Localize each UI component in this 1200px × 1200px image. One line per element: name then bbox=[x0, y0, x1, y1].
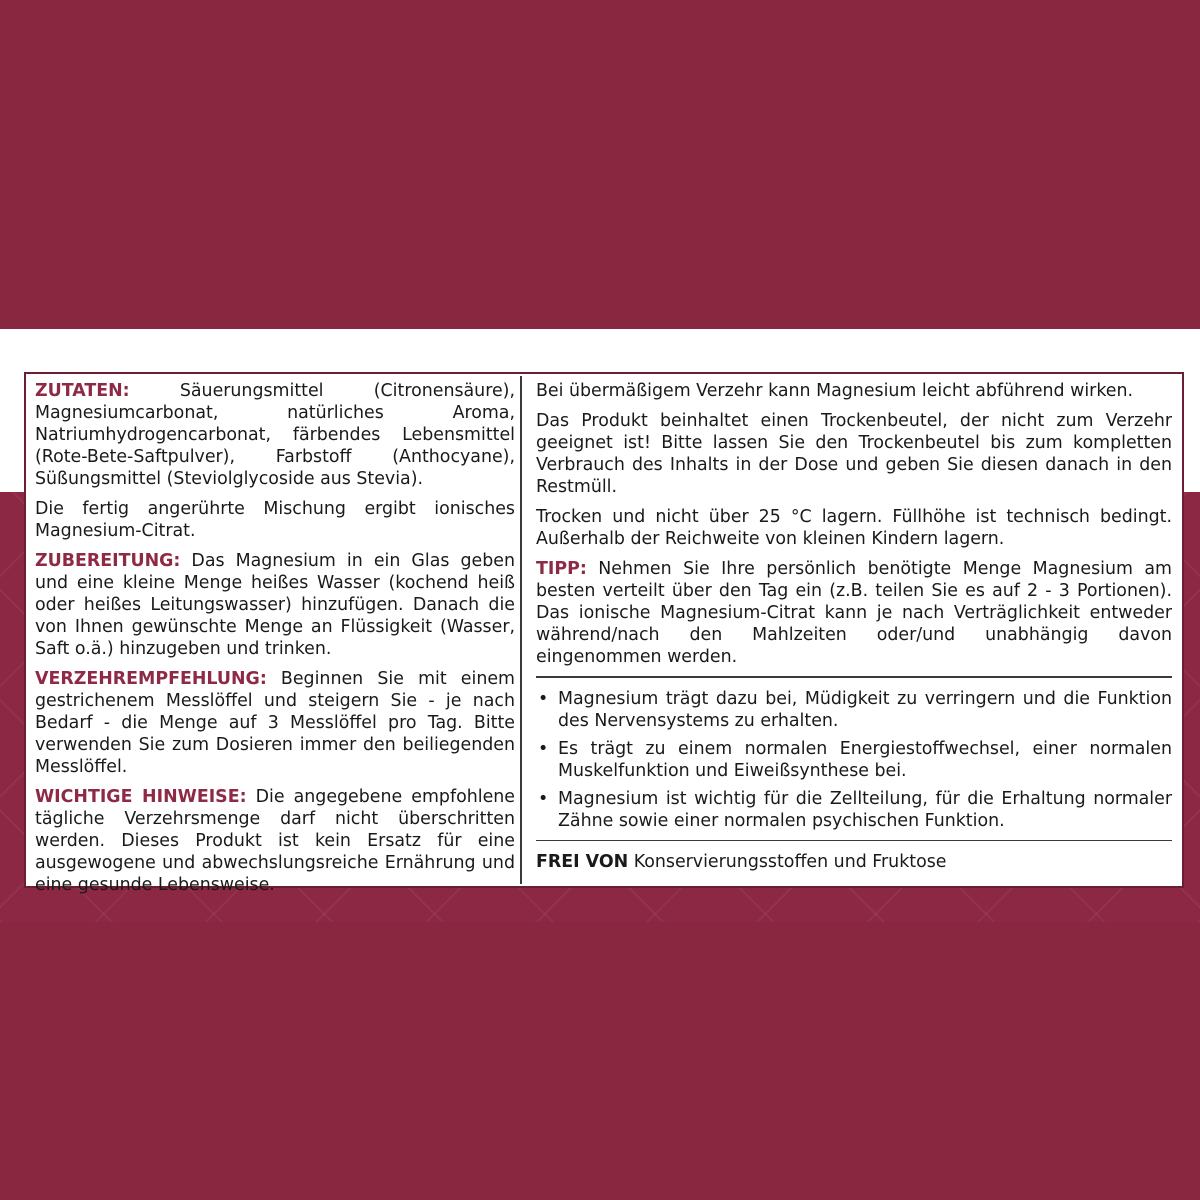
preparation-text: Das Magnesium in ein Glas geben und eine kleine Menge heißes Wasser (kochend heiß oder heißes Leitungswasser) hinzufügen. Danach die von Ihnen gewünschte Menge an Flüssigkeit (Wasser, Saft o.ä.) hinzugeben und trinken. bbox=[35, 551, 515, 659]
storage-note: Trocken und nicht über 25 °C lagern. Füllhöhe ist technisch bedingt. Außerhalb der Reichweite von kleinen Kindern lagern. bbox=[536, 507, 1172, 549]
preparation-heading: ZUBEREITUNG: bbox=[35, 551, 181, 571]
free-from-text: Konservierungsstoffen und Fruktose bbox=[628, 852, 947, 872]
bottom-color-band bbox=[0, 922, 1200, 1200]
ingredients-heading: ZUTATEN: bbox=[35, 381, 130, 401]
claim-text: Magnesium trägt dazu bei, Müdigkeit zu verringern und die Funktion des Nervensystems zu erhalten. bbox=[558, 688, 1172, 731]
claim-text: Magnesium ist wichtig für die Zellteilung, für die Erhaltung normaler Zähne sowie einer normalen psychischen Funktion. bbox=[558, 788, 1172, 831]
top-color-band bbox=[0, 0, 1200, 329]
right-column bbox=[536, 380, 1172, 881]
desiccant-note: Das Produkt beinhaltet einen Trockenbeutel, der nicht zum Verzehr geeignet ist! Bitte lassen Sie den Trockenbeutel bis zum kompletten Verbrauch des Inhalts in der Dose und geben Sie diesen danach in den Restmüll. bbox=[536, 411, 1172, 497]
separator-line bbox=[536, 676, 1172, 678]
free-from-line bbox=[536, 851, 1172, 873]
product-label bbox=[24, 372, 1184, 895]
separator-line bbox=[536, 840, 1172, 842]
list-item bbox=[536, 788, 1172, 832]
claim-text: Es trägt zu einem normalen Energiestoffwechsel, einer normalen Muskelfunktion und Eiweißsynthese bei. bbox=[558, 738, 1172, 781]
bullet-icon: • bbox=[538, 788, 549, 809]
free-from-heading: FREI VON bbox=[536, 852, 629, 872]
left-column bbox=[35, 380, 515, 904]
list-item bbox=[536, 688, 1172, 732]
bullet-icon: • bbox=[538, 738, 549, 759]
tip-text: Nehmen Sie Ihre persönlich benötigte Menge Magnesium am besten verteilt über den Tag ein (z.B. teilen Sie es auf 2 - 3 Portionen). Das ionische Magnesium-Citrat kann je nach Verträglichkeit entweder während/nach den Mahlzeiten oder/und unabhängig davon eingenommen werden. bbox=[536, 559, 1172, 667]
column-divider bbox=[520, 376, 522, 884]
ingredients-paragraph bbox=[35, 380, 515, 490]
list-item bbox=[536, 738, 1172, 782]
ingredients-text: Säuerungsmittel (Citronensäure), Magnesiumcarbonat, natürliches Aroma, Natriumhydrogencarbonat, färbendes Lebensmittel (Rote-Bete-Saftpulver), Farbstoff (Anthocyane), Süßungsmittel (Steviolglycoside aus Stevia). bbox=[35, 381, 515, 489]
warnings-heading: WICHTIGE HINWEISE: bbox=[35, 787, 247, 807]
dosage-text: Beginnen Sie mit einem gestrichenem Messlöffel und steigern Sie - je nach Bedarf - die Menge auf 3 Messlöffel pro Tag. Bitte verwenden Sie zum Dosieren immer den beiliegenden Messlöffel. bbox=[35, 669, 515, 777]
dosage-paragraph bbox=[35, 668, 515, 778]
warnings-paragraph bbox=[35, 786, 515, 896]
preparation-paragraph bbox=[35, 550, 515, 660]
tip-paragraph bbox=[536, 558, 1172, 668]
bullet-icon: • bbox=[538, 688, 549, 709]
laxative-note: Bei übermäßigem Verzehr kann Magnesium leicht abführend wirken. bbox=[536, 381, 1134, 401]
tip-heading: TIPP: bbox=[536, 559, 587, 579]
warnings-text: Die angegebene empfohlene tägliche Verzehrsmenge darf nicht überschritten werden. Dieses Produkt ist kein Ersatz für eine ausgewogene und abwechslungsreiche Ernährung und eine gesunde Lebensweise. bbox=[35, 787, 515, 895]
mixture-paragraph: Die fertig angerührte Mischung ergibt ionisches Magnesium-Citrat. bbox=[35, 499, 515, 541]
dosage-heading: VERZEHREMPFEHLUNG: bbox=[35, 669, 267, 689]
health-claims-list bbox=[536, 688, 1172, 832]
